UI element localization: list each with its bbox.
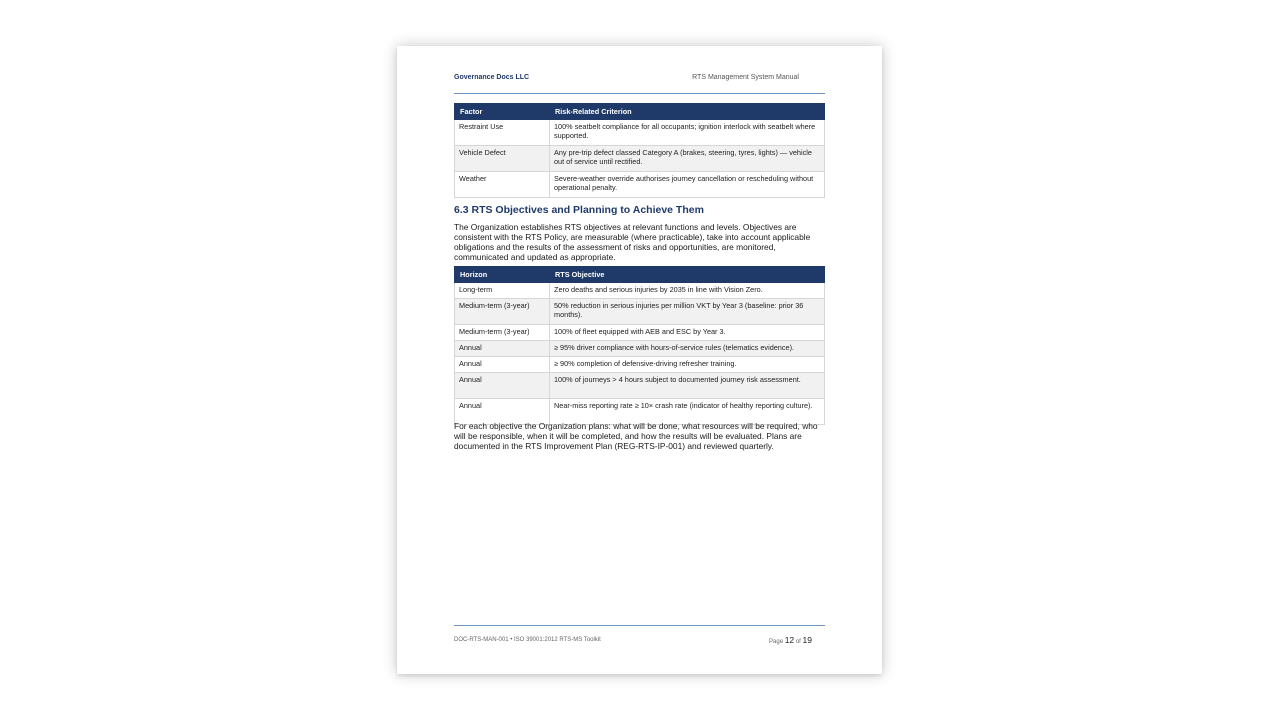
table-row bbox=[455, 357, 825, 373]
table-row bbox=[455, 325, 825, 341]
column-header: Factor bbox=[455, 104, 550, 120]
total-pages: 19 bbox=[802, 635, 812, 645]
page-label: Page bbox=[769, 639, 784, 645]
table-cell: Severe-weather override authorises journey cancellation or rescheduling without operational penalty. bbox=[550, 172, 825, 198]
company-name: Governance Docs LLC bbox=[454, 74, 530, 81]
of-label: of bbox=[795, 639, 801, 645]
table-row bbox=[455, 172, 825, 198]
table-cell: Zero deaths and serious injuries by 2035 in line with Vision Zero. bbox=[550, 283, 825, 299]
table-row bbox=[455, 299, 825, 325]
current-page: 12 bbox=[784, 635, 795, 645]
section-heading: 6.3 RTS Objectives and Planning to Achieve Them bbox=[454, 204, 704, 216]
running-header bbox=[454, 74, 812, 84]
column-header: RTS Objective bbox=[550, 267, 825, 283]
table-cell: Weather bbox=[455, 172, 550, 198]
document-reference: DOC-RTS-MAN-001 • ISO 39001:2012 RTS-MS Toolkit bbox=[454, 637, 601, 643]
table-row bbox=[455, 341, 825, 357]
table-row bbox=[455, 373, 825, 399]
column-header: Horizon bbox=[455, 267, 550, 283]
table-header-row bbox=[455, 104, 825, 120]
table-cell: Near-miss reporting rate ≥ 10× crash rate (indicator of healthy reporting culture). bbox=[550, 399, 825, 425]
table-cell: Restraint Use bbox=[455, 120, 550, 146]
document-page bbox=[397, 46, 882, 674]
table-row bbox=[455, 120, 825, 146]
table-cell: Medium-term (3-year) bbox=[455, 325, 550, 341]
closing-paragraph: For each objective the Organization plans: what will be done, what resources will be required, who will be responsible, when it will be completed, and how the results will be evaluated. Plans are documented in the RTS Improvement Plan (REG-RTS-IP-001) and reviewed quarterly. bbox=[454, 421, 818, 451]
table-cell: 50% reduction in serious injuries per million VKT by Year 3 (baseline: prior 36 months). bbox=[550, 299, 825, 325]
manual-title: RTS Management System Manual bbox=[692, 74, 799, 81]
table-cell: Annual bbox=[455, 357, 550, 373]
table-cell: Medium-term (3-year) bbox=[455, 299, 550, 325]
table-cell: 100% seatbelt compliance for all occupants; ignition interlock with seatbelt where supported. bbox=[550, 120, 825, 146]
table-cell: 100% of journeys > 4 hours subject to documented journey risk assessment. bbox=[550, 373, 825, 399]
risk-criteria-table bbox=[454, 103, 825, 198]
table-cell: Long-term bbox=[455, 283, 550, 299]
footer-rule bbox=[454, 625, 825, 626]
table-row bbox=[455, 146, 825, 172]
table-row bbox=[455, 283, 825, 299]
table-cell: Annual bbox=[455, 373, 550, 399]
column-header: Risk-Related Criterion bbox=[550, 104, 825, 120]
table-cell: ≥ 95% driver compliance with hours-of-service rules (telematics evidence). bbox=[550, 341, 825, 357]
intro-paragraph: The Organization establishes RTS objectives at relevant functions and levels. Objectives are consistent with the RTS Policy, are measurable (where practicable), take into account applicable obligations and the results of the assessment of risks and opportunities, are monitored, communicated and updated as appropriate. bbox=[454, 222, 811, 262]
page-number bbox=[769, 635, 812, 645]
table-cell: Annual bbox=[455, 399, 550, 425]
objectives-table bbox=[454, 266, 825, 425]
table-cell: Annual bbox=[455, 341, 550, 357]
table-cell: Vehicle Defect bbox=[455, 146, 550, 172]
table-cell: Any pre-trip defect classed Category A (brakes, steering, tyres, lights) — vehicle out of service until rectified. bbox=[550, 146, 825, 172]
table-cell: 100% of fleet equipped with AEB and ESC by Year 3. bbox=[550, 325, 825, 341]
header-rule bbox=[454, 93, 825, 94]
table-cell: ≥ 90% completion of defensive-driving refresher training. bbox=[550, 357, 825, 373]
table-header-row bbox=[455, 267, 825, 283]
